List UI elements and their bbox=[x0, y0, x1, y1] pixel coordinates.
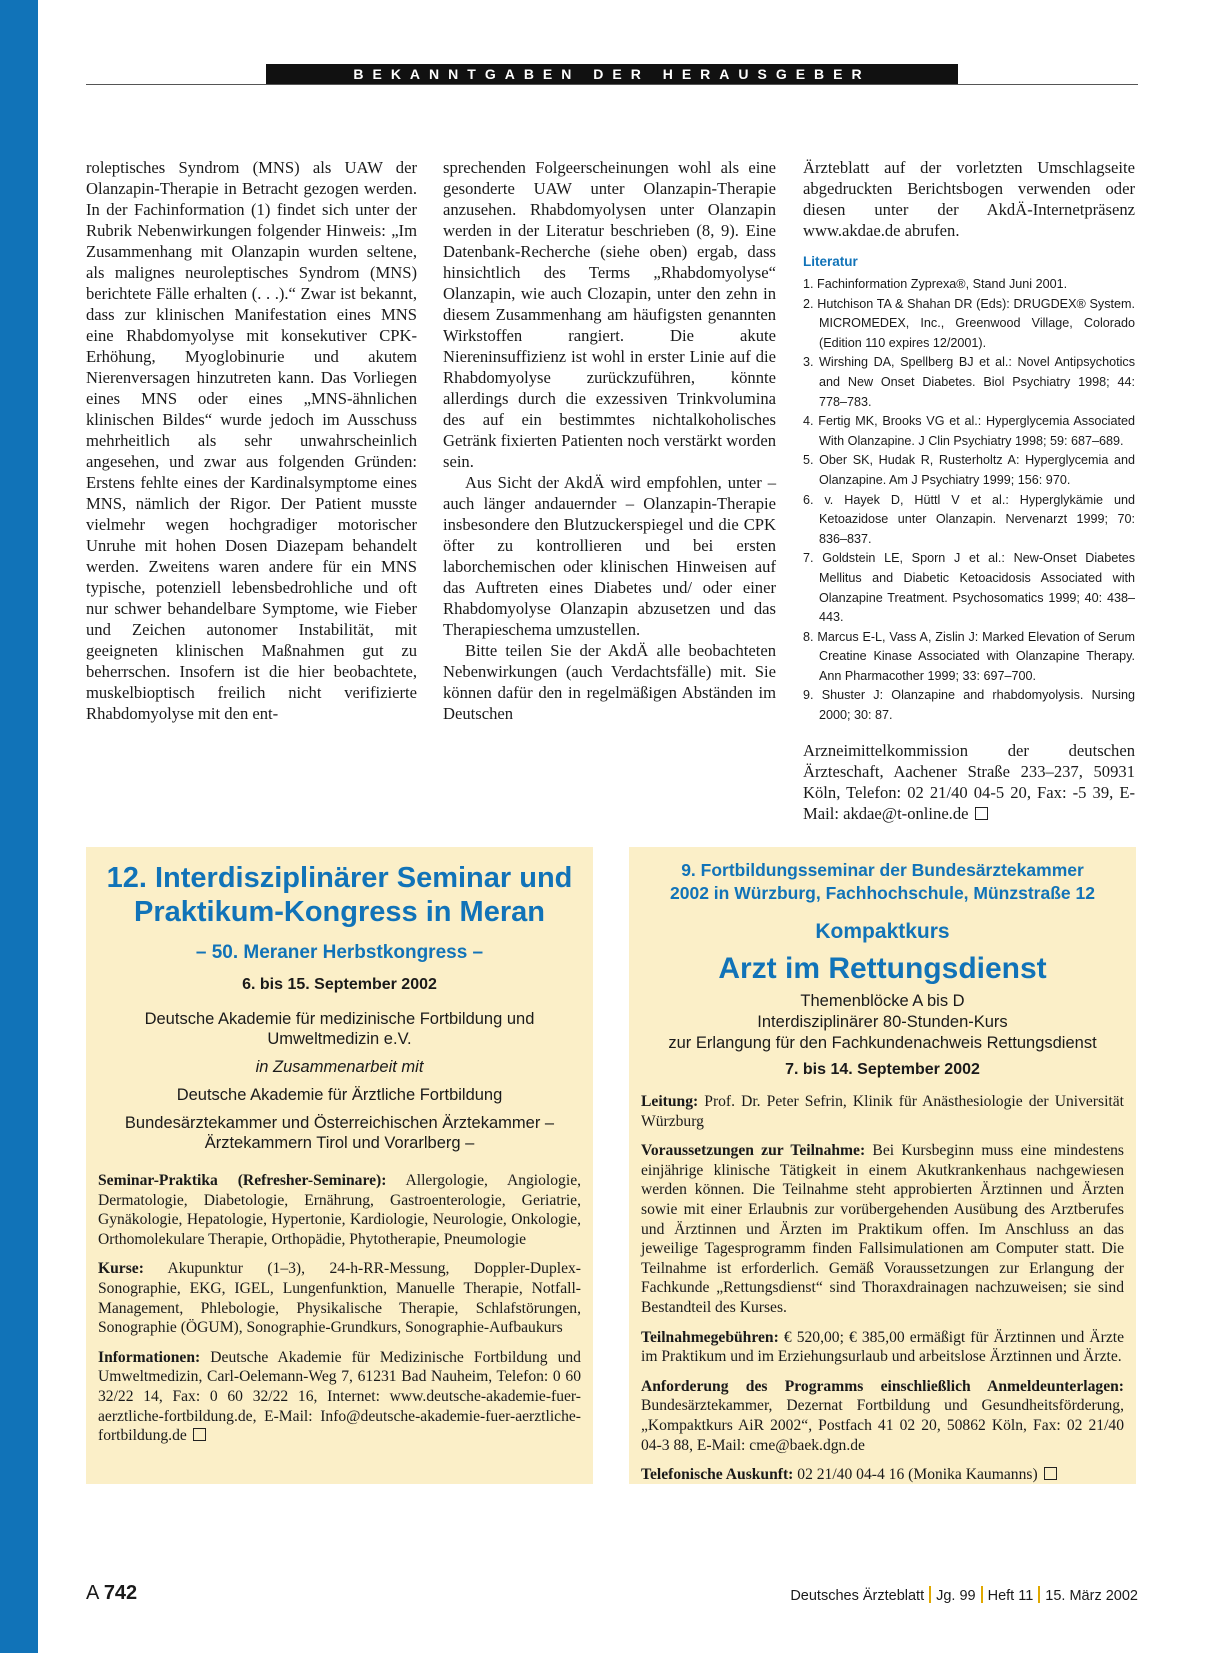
page-prefix: A bbox=[86, 1582, 99, 1604]
end-mark-icon bbox=[193, 1428, 206, 1441]
kurse-text: Akupunktur (1–3), 24-h-RR-Messung, Doppler-Duplex-Sonographie, EKG, IGEL, Lungenfunktion, Manuelle Therapie, Notfall-Management, Phlebologie, Physikalische Therapie, Schlafstörungen, Sonographie (ÖGUM), Sonographie-Grundkurs, Sonographie-Aufbaukurs bbox=[98, 1260, 581, 1337]
reference-item: 6. v. Hayek D, Hüttl V et al.: Hyperglykämie und Ketoazidose unter Olanzapin. Nervenarzt 1999; 70: 836–837. bbox=[803, 492, 1135, 546]
fees-text: € 520,00; € 385,00 ermäßigt für Ärztinnen und Ärzte im Praktikum und im Erziehungsurlaub und arbeitslose Ärztinnen und Ärzte. bbox=[641, 1328, 1124, 1366]
page-number bbox=[86, 1582, 137, 1605]
course-line-1: Themenblöcke A bis D bbox=[800, 992, 965, 1010]
requirements-label: Voraussetzungen zur Teilnahme: bbox=[641, 1142, 866, 1160]
course-list bbox=[98, 1259, 581, 1337]
leitung-text: Prof. Dr. Peter Sefrin, Klinik für Anästhesiologie der Universität Würzburg bbox=[641, 1093, 1124, 1130]
box-title: 12. Interdisziplinärer Seminar und Praktikum-Kongress in Meran bbox=[106, 862, 573, 928]
box-body bbox=[98, 1171, 581, 1446]
reference-item: 1. Fachinformation Zyprexa®, Stand Juni 2001. bbox=[803, 277, 1068, 291]
section-header: BEKANNTGABEN DER HERAUSGEBER bbox=[266, 64, 958, 84]
article-column-1 bbox=[86, 157, 417, 724]
fees-label: Teilnahmegebühren: bbox=[641, 1328, 779, 1346]
separator bbox=[1038, 1586, 1040, 1603]
box-body bbox=[641, 1092, 1124, 1485]
journal-info bbox=[790, 1586, 1138, 1604]
contact-address bbox=[803, 740, 1135, 824]
seminar-text: Allergologie, Angiologie, Dermatologie, Diabetologie, Ernährung, Gastroenterologie, Geriatrie, Gynäkologie, Hepatologie, Hypertonie, Kardiologie, Neurologie, Onkologie, Orthomolekulare Therapie, Orthopädie, Phytotherapie, Pneumologie bbox=[98, 1172, 582, 1248]
cooperation-note: in Zusammenarbeit mit bbox=[255, 1058, 424, 1076]
reference-item: 3. Wirshing DA, Spellberg BJ et al.: Novel Antipsychotics and New Onset Diabetes. Biol Psychiatry 1998; 44: 778–783. bbox=[803, 355, 1135, 409]
organizer-3: Bundesärztekammer und Österreichischen Ärztekammer – Ärztekammern Tirol und Vorarlberg – bbox=[124, 1114, 555, 1152]
rettungsdienst-course-box bbox=[629, 847, 1136, 1484]
fees-block bbox=[641, 1328, 1124, 1367]
literature-heading: Literatur bbox=[803, 254, 858, 269]
article-paragraph: Ärzteblatt auf der vorletzten Umschlagseite abgedruckten Berichtsbogen verwenden oder diesen unter der AkdÄ-Internetpräsenz www.akdae.de abrufen. bbox=[803, 158, 1135, 240]
course-dates: 7. bis 14. September 2002 bbox=[785, 1061, 980, 1078]
organizer-1: Deutsche Akademie für medizinische Fortbildung und Umweltmedizin e.V. bbox=[144, 1010, 535, 1048]
article-paragraph: roleptisches Syndrom (MNS) als UAW der Olanzapin-Therapie in Betracht gezogen werden. In der Fachinformation (1) findet sich unter der Rubrik Nebenwirkungen folgender Hinweis: „Im Zusammenhang mit Olanzapin wurden seltene, als malignes neuroleptisches Syndrom (MNS) berichtete Fälle erhalten (. . .).“ Zwar ist bekannt, dass zur klinischen Manifestation eines MNS eine Rhabdomyolyse mit konsekutiver CPK-Erhöhung, Myoglobinurie und akutem Nierenversagen hinzutreten kann. Das Vorliegen eines MNS oder eines „MNS-ähnlichen klinischen Bildes“ wurde jedoch im Ausschuss mehrheitlich als sehr unwahrscheinlich angesehen, und zwar aus folgenden Gründen: Erstens fehlte eines der Kardinalsymptome eines MNS, nämlich der Rigor. Der Patient musste vielmehr wegen hochgradiger motorischer Unruhe mit hohen Dosen Diazepam behandelt werden. Zweitens waren andere für ein MNS typische, potenziell lebensbedrohliche und oft nur schwer behandelbare Symptome, wie Fieber und Zeichen autonomer Instabilität, mit geeigneten klinischen Maßnahmen gut zu beherrschen. Insofern ist die hier beobachtete, muskelbioptisch freilich nicht verifizierte Rhabdomyolyse mit den ent- bbox=[86, 158, 417, 723]
left-color-bar bbox=[0, 0, 38, 1653]
separator bbox=[981, 1586, 983, 1603]
journal-date: 15. März 2002 bbox=[1045, 1588, 1138, 1604]
kompaktkurs-label: Kompaktkurs bbox=[815, 920, 950, 943]
address-text: Arzneimittelkommission der deutschen Ärzteschaft, Aachener Straße 233–237, 50931 Köln, Telefon: 02 21/40 04-5 20, Fax: -5 39, E-Mail: akdae@t-online.de bbox=[803, 740, 1135, 823]
journal-name: Deutsches Ärzteblatt bbox=[790, 1588, 925, 1604]
info-block bbox=[98, 1348, 581, 1446]
info-text: Deutsche Akademie für Medizinische Fortbildung und Umweltmedizin, Carl-Oelemann-Weg 7, 61231 Bad Nauheim, Telefon: 0 60 32/22 14, Fax: 0 60 32/22 16, Internet: www.deutsche-akademie-fuer-aerztliche-fortbildung.de, E-Mail: Info@deutsche-akademie-fuer-aerztliche-fortbildung.de bbox=[98, 1348, 581, 1445]
article-column-2 bbox=[443, 157, 776, 724]
phone-label: Telefonische Auskunft: bbox=[641, 1466, 794, 1484]
seminar-title: 9. Fortbildungsseminar der Bundesärztekammer 2002 in Würzburg, Fachhochschule, Münzstraße 12 bbox=[670, 860, 1095, 903]
phone-block bbox=[641, 1465, 1124, 1485]
reference-list bbox=[803, 275, 1135, 726]
article-column-3 bbox=[803, 157, 1135, 824]
box-subtitle: – 50. Meraner Herbstkongress – bbox=[195, 942, 484, 963]
requirements-text: Bei Kursbeginn muss eine mindestens einjährige klinische Tätigkeit in einem Akutkrankenhaus nachgewiesen werden können. Die Teilnahme steht approbierten Ärztinnen und Ärzten sowie mit einer Erlaubnis zur vorübergehenden Ausübung des Arztberufes und Ärztinnen und Ärzten im Praktikum offen. Im Anschluss an das jeweilige Tagesprogramm finden Fallsimulationen am Computer statt. Die Teilnahme ist erforderlich. Gemäß Voraussetzungen zur Erlangung der Fachkunde „Rettungsdienst“ sind Thoraxdrainagen nachzuweisen; sie sind Bestandteil des Kurses. bbox=[641, 1142, 1124, 1316]
seminar-label: Seminar-Praktika (Refresher-Seminare): bbox=[98, 1172, 387, 1189]
organizer-2: Deutsche Akademie für Ärztliche Fortbildung bbox=[176, 1086, 503, 1104]
info-label: Informationen: bbox=[98, 1348, 201, 1366]
reference-item: 8. Marcus E-L, Vass A, Zislin J: Marked Elevation of Serum Creatine Kinase Associated with Olanzapine Therapy. Ann Pharmacother 1999; 33: 697–700. bbox=[803, 629, 1135, 683]
article-paragraph: sprechenden Folgeerscheinungen wohl als eine gesonderte UAW unter Olanzapin-Therapie anzusehen. Rhabdomyolysen unter Olanzapin werden in der Literatur beschrieben (8, 9). Eine Datenbank-Recherche (siehe oben) ergab, dass hinsichtlich des Terms „Rhabdomyolyse“ Olanzapin, wie auch Clozapin, unter den zehn in diesem Zusammenhang am häufigsten genannten Wirkstoffen rangiert. Die akute Niereninsuffizienz ist wohl in erster Linie auf die Rhabdomyolyse zurückzuführen, könnte allerdings durch die exzessiven Trinkvolumina des auf ein bestimmtes nichtalkoholisches Getränk fixierten Patienten noch verstärkt worden sein. bbox=[443, 158, 776, 471]
separator bbox=[929, 1586, 931, 1603]
reference-item: 2. Hutchison TA & Shahan DR (Eds): DRUGDEX® System. MICROMEDEX, Inc., Greenwood Village, Colorado (Edition 110 expires 12/2001). bbox=[803, 296, 1135, 350]
article-paragraph: Bitte teilen Sie der AkdÄ alle beobachteten Nebenwirkungen (auch Verdachtsfälle) mit. Sie können dafür den in regelmäßigen Abständen im Deutschen bbox=[443, 641, 776, 723]
reference-item: 5. Ober SK, Hudak R, Rusterholtz A: Hyperglycemia and Olanzapine. Am J Psychiatry 1999; 156: 970. bbox=[803, 453, 1135, 487]
page-number-value: 742 bbox=[103, 1582, 138, 1604]
course-title: Arzt im Rettungsdienst bbox=[718, 952, 1047, 985]
seminar-list bbox=[98, 1171, 581, 1249]
registration-text: Bundesärztekammer, Dezernat Fortbildung und Gesundheitsförderung, „Kompaktkurs AiR 2002“, Postfach 41 02 20, 50862 Köln, Fax: 02 21/40 04-3 88, E-Mail: cme@baek.dgn.de bbox=[641, 1397, 1124, 1454]
course-line-2: Interdisziplinärer 80-Stunden-Kurs bbox=[757, 1013, 1008, 1031]
registration-label: Anforderung des Programms einschließlich Anmeldeunterlagen: bbox=[641, 1377, 1124, 1395]
box-dates: 6. bis 15. September 2002 bbox=[242, 976, 437, 993]
leitung-label: Leitung: bbox=[641, 1093, 699, 1110]
course-line-3: zur Erlangung für den Fachkundenachweis Rettungsdienst bbox=[668, 1034, 1097, 1052]
leitung-block bbox=[641, 1092, 1124, 1131]
end-mark-icon bbox=[1044, 1467, 1057, 1480]
reference-item: 4. Fertig MK, Brooks VG et al.: Hyperglycemia Associated With Olanzapine. J Clin Psychiatry 1998; 59: 687–689. bbox=[803, 414, 1135, 448]
reference-item: 7. Goldstein LE, Sporn J et al.: New-Onset Diabetes Mellitus and Diabetic Ketoacidosis Associated with Olanzapine Treatment. Psychosomatics 1999; 40: 438–443. bbox=[803, 551, 1135, 625]
article-paragraph: Aus Sicht der AkdÄ wird empfohlen, unter – auch länger andauernder – Olanzapin-Therapie insbesondere den Blutzuckerspiegel und die CPK öfter zu kontrollieren und bei ersten laborchemischen oder klinischen Hinweisen auf das Auftreten eines Diabetes und/ oder einer Rhabdomyolyse Olanzapin abzusetzen und das Therapieschema umzustellen. bbox=[443, 473, 776, 639]
kurse-label: Kurse: bbox=[98, 1260, 144, 1278]
requirements-block bbox=[641, 1141, 1124, 1317]
meran-congress-box bbox=[86, 847, 593, 1484]
end-mark-icon bbox=[975, 807, 988, 820]
journal-issue: Heft 11 bbox=[987, 1588, 1034, 1604]
registration-block bbox=[641, 1377, 1124, 1455]
header-rule bbox=[86, 84, 1138, 85]
phone-text: 02 21/40 04-4 16 (Monika Kaumanns) bbox=[797, 1466, 1038, 1484]
reference-item: 9. Shuster J: Olanzapine and rhabdomyolysis. Nursing 2000; 30: 87. bbox=[803, 688, 1135, 723]
journal-volume: Jg. 99 bbox=[936, 1588, 976, 1604]
